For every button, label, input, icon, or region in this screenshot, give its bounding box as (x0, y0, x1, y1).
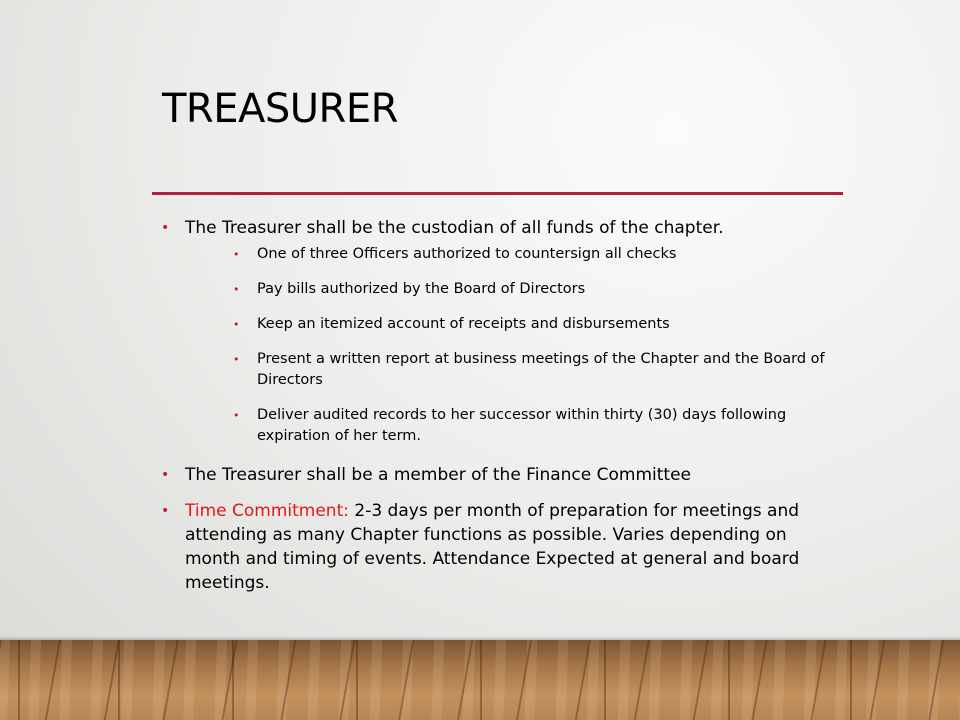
sub-bullet-text: Pay bills authorized by the Board of Directors (257, 281, 586, 297)
sub-bullet-list (185, 244, 841, 447)
slide-body (161, 216, 841, 607)
bullet-icon: • (233, 353, 240, 366)
floor-board-seam (18, 640, 20, 720)
bullet-icon: • (161, 503, 170, 519)
sub-bullet-text: One of three Officers authorized to countersign all checks (257, 246, 677, 262)
bullet-text: 2-3 days per month of preparation for meetings and attending as many Chapter functions as possible. Varies depending on month and timing of events. Attendance Expected at general and board meetings. (185, 501, 800, 593)
floor-board-seam (850, 640, 852, 720)
sub-bullet-item (233, 244, 841, 265)
bullet-list (161, 216, 841, 595)
floor-board-seam (604, 640, 606, 720)
title-divider (152, 192, 843, 195)
bullet-text: The Treasurer shall be a member of the Finance Committee (185, 465, 691, 485)
sub-bullet-text: Keep an itemized account of receipts and disbursements (257, 316, 670, 332)
bullet-item-time-commitment (161, 499, 841, 595)
bullet-icon: • (233, 318, 240, 331)
floor-board-seam (356, 640, 358, 720)
floor-board-seam (728, 640, 730, 720)
bullet-icon: • (161, 220, 170, 236)
bullet-icon: • (233, 248, 240, 261)
time-commitment-label: Time Commitment: (185, 501, 349, 521)
bullet-icon: • (233, 409, 240, 422)
sub-bullet-text: Present a written report at business meetings of the Chapter and the Board of Directors (257, 351, 825, 388)
floor-board-seam (480, 640, 482, 720)
sub-bullet-item (233, 405, 841, 447)
bullet-text: The Treasurer shall be the custodian of all funds of the chapter. (185, 218, 724, 238)
sub-bullet-item (233, 279, 841, 300)
sub-bullet-text: Deliver audited records to her successor within thirty (30) days following expiration of her term. (257, 407, 787, 444)
bullet-item-finance-committee (161, 463, 841, 487)
sub-bullet-item (233, 314, 841, 335)
bullet-icon: • (161, 467, 170, 483)
bullet-item-custodian (161, 216, 841, 447)
slide-title: TREASURER (162, 86, 398, 132)
sub-bullet-item (233, 349, 841, 391)
floor-board-seam (232, 640, 234, 720)
bullet-icon: • (233, 283, 240, 296)
floor-board-seam (118, 640, 120, 720)
